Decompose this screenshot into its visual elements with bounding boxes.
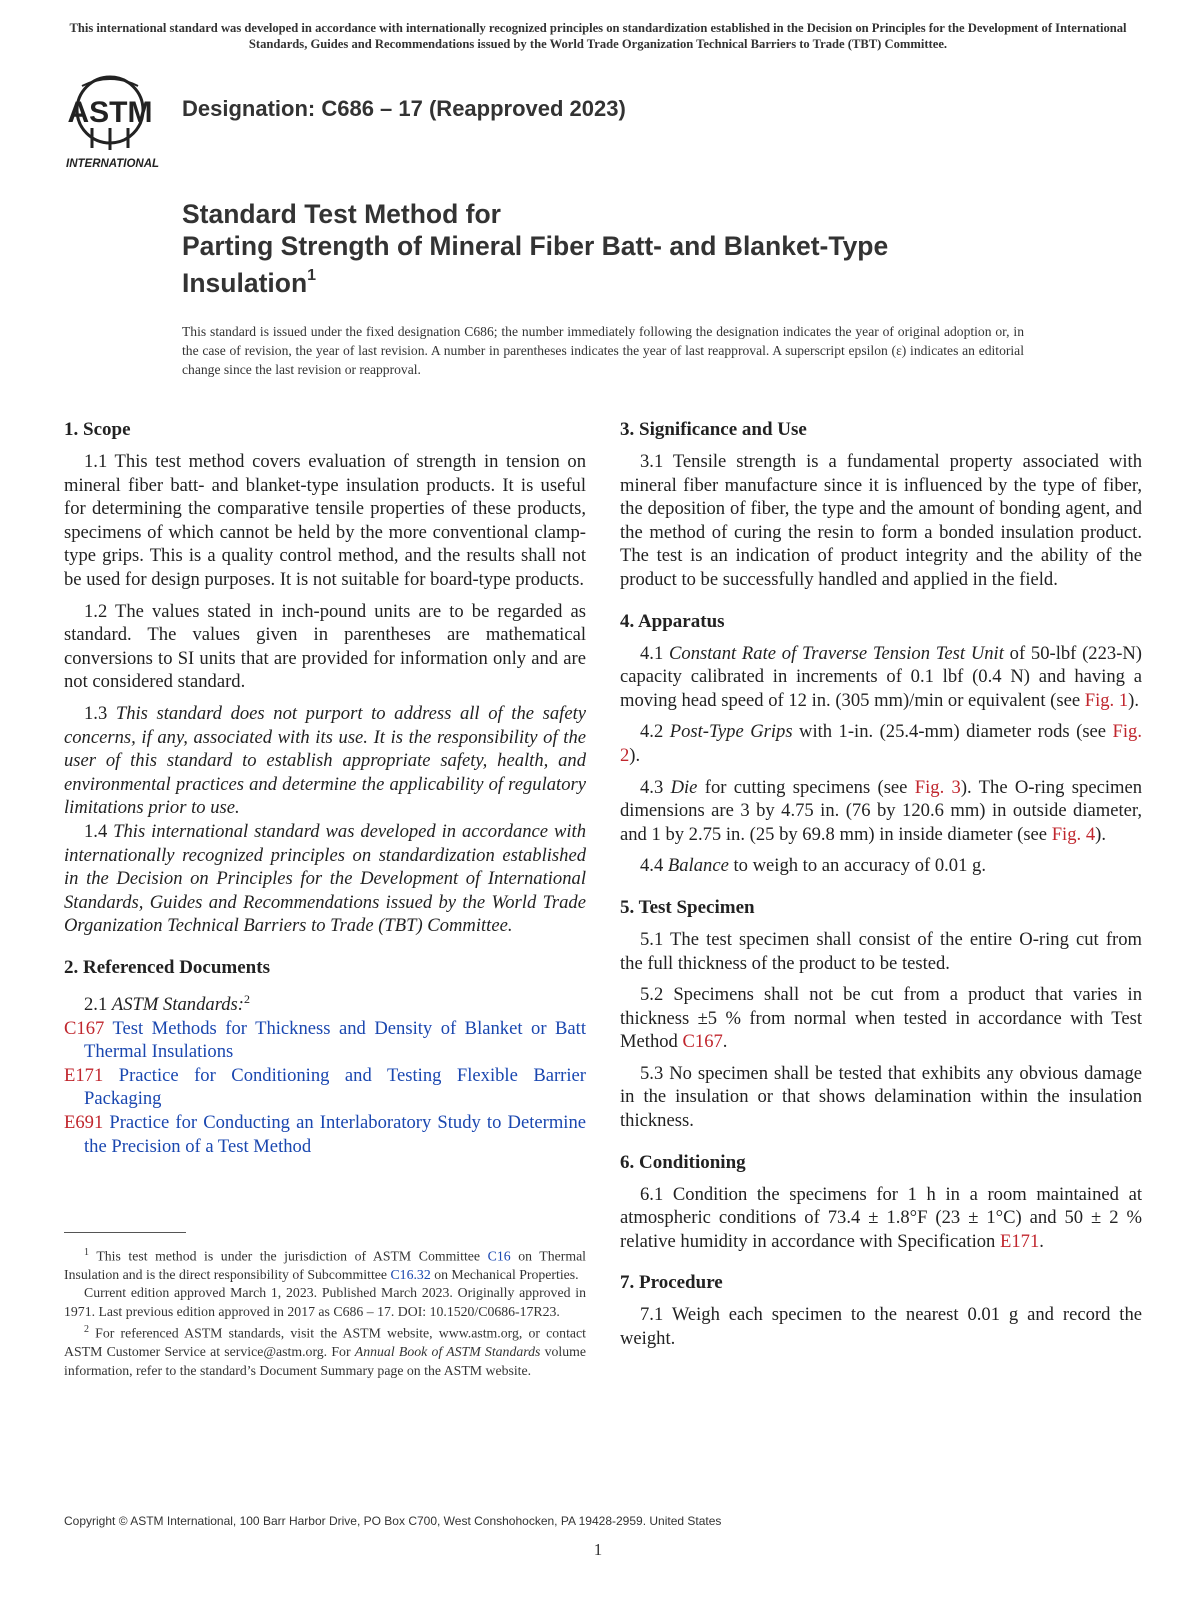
apparatus-4-3-num: 4.3: [640, 776, 664, 798]
apparatus-4-2-num: 4.2: [640, 721, 664, 743]
ref-title-e691[interactable]: Practice for Conducting an Interlaboratory Study to Determine the Precision of a Test Method: [84, 1112, 586, 1157]
footnote-1-text-c: on Mechanical Properties.: [434, 1267, 579, 1282]
scope-1-1: 1.1 This test method covers evaluation of strength in tension on mineral fiber batt- and blanket-type insulation products. It is useful for determining the comparative tensile properties of these products, specimens of which cannot be held by the more conventional clamp-type grips. This is a quality control method, and the results shall not be used for design purposes. It is not suitable for board-type products.: [64, 451, 586, 590]
apparatus-4-2: 4.2 Post-Type Grips with 1-in. (25.4-mm) diameter rods (see Fig. 2).: [620, 721, 1142, 766]
apparatus-4-4-term: Balance: [667, 855, 729, 877]
fig-2-link[interactable]: Fig. 2: [620, 721, 1142, 766]
scope-1-4: [64, 820, 586, 938]
footnote-1-text-b: on Thermal Insulation and is the direct responsibility of Subcommittee: [64, 1248, 587, 1282]
significance-heading: 3. Significance and Use: [620, 419, 807, 440]
right-column: [620, 418, 1142, 1359]
logo-letters: ASTM: [67, 96, 153, 129]
footnote-rule: [64, 1232, 186, 1233]
footnotes: [64, 1244, 586, 1380]
title-line-3-text: Insulation: [182, 267, 308, 298]
specimen-5-3: 5.3 No specimen shall be tested that exhibits any obvious damage in the insulation or that shows delamination within the insulation thickness.: [620, 1062, 1142, 1132]
apparatus-4-1-text: of 50-lbf (223-N) capacity calibrated in increments of 0.1 lbf (0.4 N) and having a moving head speed of 12 in. (305 mm)/min or equivalent (see: [620, 642, 1143, 711]
title-line-3: [182, 262, 1082, 299]
significance-3-1: 3.1 Tensile strength is a fundamental property associated with mineral fiber manufacture since it is influenced by the type of fiber, the deposition of fiber, the type and the amount of bonding agent, and the method of curing the resin to form a bonded insulation product. The test is an indication of product integrity and the ability of the product to be successfully handled and applied in the field.: [620, 451, 1142, 590]
c16-32-link[interactable]: C16.32: [390, 1267, 431, 1282]
apparatus-4-1-num: 4.1: [640, 642, 664, 664]
issued-note: This standard is issued under the fixed designation C686; the number immediately following the designation indicates the year of original adoption or, in the case of revision, the year of last revision. A number in parentheses indicates the year of last reapproval. A superscript epsilon (ε) indicates an editorial change since the last revision or reapproval.: [182, 324, 1024, 377]
page-number: 1: [593, 1540, 603, 1559]
ref-title-c167[interactable]: Test Methods for Thickness and Density of Blanket or Batt Thermal Insulations: [84, 1017, 586, 1063]
footnote-2-italic: Annual Book of ASTM Standards: [354, 1344, 541, 1360]
apparatus-4-1: 4.1 Constant Rate of Traverse Tension Test Unit of 50-lbf (223-N) capacity calibrated in increments of 0.1 lbf (0.4 N) and having a moving head speed of 12 in. (305 mm)/min or equivalent (see Fig. 1).: [620, 642, 1143, 711]
footnote-2-text-b: volume information, refer to the standard’s Document Summary page on the ASTM website.: [64, 1344, 587, 1378]
astm-logo: [62, 72, 172, 170]
apparatus-4-2-text: with 1-in. (25.4-mm) diameter rods (see: [799, 721, 1107, 743]
specimen-5-2: 5.2 Specimens shall not be cut from a product that varies in thickness ±5 % from normal when tested in accordance with Test Method C167.: [620, 984, 1142, 1053]
footnote-1-mark: 1: [84, 1247, 89, 1258]
apparatus-4-4-text: to weigh to an accuracy of 0.01 g.: [733, 855, 986, 877]
footnote-1: [64, 1244, 586, 1284]
ref-item-c167[interactable]: [64, 1017, 586, 1064]
specimen-heading: 5. Test Specimen: [620, 896, 755, 918]
left-column: [64, 418, 586, 1158]
procedure-heading: 7. Procedure: [620, 1272, 723, 1294]
title-footnote-mark: 1: [307, 267, 317, 284]
apparatus-4-2-term: Post-Type Grips: [669, 721, 793, 743]
scope-heading: 1. Scope: [64, 419, 131, 440]
ref-item-e171[interactable]: [64, 1064, 586, 1111]
apparatus-4-4-num: 4.4: [640, 855, 664, 877]
e171-link[interactable]: E171: [1000, 1230, 1040, 1252]
fig-4-link[interactable]: Fig. 4: [1051, 823, 1096, 845]
refs-heading: 2. Referenced Documents: [64, 956, 270, 978]
footnote-2-text-a: For referenced ASTM standards, visit the ASTM website, www.astm.org, or contact ASTM Customer Service at service@astm.org. For: [64, 1325, 586, 1360]
scope-1-3-num: 1.3: [84, 702, 108, 724]
scope-1-4-num: 1.4: [84, 820, 108, 842]
scope-1-4-text: This international standard was developed in accordance with internationally recognized principles on standardization established in the Decision on Principles for the Development of International Standards, Guides and Recommendations issued by the World Trade Organization Technical Barriers to Trade (TBT) Committee.: [64, 820, 586, 937]
apparatus-4-3: 4.3 Die for cutting specimens (see Fig. 3). The O-ring specimen dimensions are 3 by 4.75 in. (76 by 120.6 mm) in outside diameter, and 1 by 2.75 in. (25 by 69.8 mm) in inside diameter (see Fig. 4).: [620, 776, 1142, 845]
document-title: [182, 198, 1082, 299]
specimen-5-2-text: 5.2 Specimens shall not be cut from a product that varies in thickness ±5 % from normal when tested in accordance with Test Method: [620, 984, 1142, 1053]
scope-1-2: 1.2 The values stated in inch-pound units are to be regarded as standard. The values given in parentheses are mathematical conversions to SI units that are provided for information only and are not considered standard.: [64, 600, 586, 693]
apparatus-heading: 4. Apparatus: [620, 610, 725, 632]
procedure-7-1: 7.1 Weigh each specimen to the nearest 0.01 g and record the weight.: [620, 1304, 1142, 1350]
ref-title-e171[interactable]: Practice for Conditioning and Testing Flexible Barrier Packaging: [84, 1064, 586, 1110]
ref-code-e691[interactable]: E691: [64, 1112, 104, 1134]
c167-link[interactable]: C167: [682, 1031, 723, 1053]
scope-1-3-text: This standard does not purport to address all of the safety concerns, if any, associated with its use. It is the responsibility of the user of this standard to establish appropriate safety, health, and environmental practices and determine the applicability of regulatory limitations prior to use.: [64, 702, 586, 819]
conditioning-6-1-text: 6.1 Condition the specimens for 1 h in a room maintained at atmospheric conditions of 73.4 ± 1.8°F (23 ± 1°C) and 50 ± 2 % relative humidity in accordance with Specification: [620, 1183, 1142, 1252]
conditioning-6-1: 6.1 Condition the specimens for 1 h in a room maintained at atmospheric conditions of 73.4 ± 1.8°F (23 ± 1°C) and 50 ± 2 % relative humidity in accordance with Specification E171.: [620, 1183, 1142, 1252]
conditioning-heading: 6. Conditioning: [620, 1151, 746, 1173]
specimen-5-1: 5.1 The test specimen shall consist of the entire O-ring cut from the full thickness of the product to be tested.: [620, 928, 1142, 974]
designation: Designation: C686 – 17 (Reapproved 2023): [182, 96, 626, 121]
refs-2-1-num: 2.1: [84, 994, 108, 1016]
refs-2-1-text: ASTM Standards:: [111, 994, 244, 1016]
footnote-2: [64, 1321, 586, 1380]
title-line-2: Parting Strength of Mineral Fiber Batt- and Blanket-Type: [182, 231, 889, 261]
c16-link[interactable]: C16: [487, 1248, 511, 1264]
ref-code-c167[interactable]: C167: [64, 1017, 105, 1039]
apparatus-4-3-term: Die: [670, 776, 698, 798]
tbt-notice: This international standard was developed in accordance with internationally recognized principles on standardization established in the Decision on Principles for the Development of International Standards, Guides and Recommendations issued by the World Trade Organization Technical Barriers to Trade (TBT) Committee.: [69, 21, 1127, 51]
apparatus-4-1-term: Constant Rate of Traverse Tension Test Unit: [669, 642, 1004, 664]
ref-code-e171[interactable]: E171: [64, 1064, 104, 1086]
apparatus-4-3-text-b: ). The O-ring specimen dimensions are 3 by 4.75 in. (76 by 120.6 mm) in outside diameter, and 1 by 2.75 in. (25 by 69.8 mm) in inside diameter (see: [620, 776, 1142, 845]
fig-1-link[interactable]: Fig. 1: [1084, 689, 1129, 711]
refs-2-1-mark: 2: [243, 991, 250, 1006]
footnote-edition: Current edition approved March 1, 2023. Published March 2023. Originally approved in 1971. Last previous edition approved in 2017 as C686 – 17. DOI: 10.1520/C0686-17R23.: [64, 1285, 586, 1319]
copyright: Copyright © ASTM International, 100 Barr Harbor Drive, PO Box C700, West Conshohocken, PA 19428-2959. United States: [64, 1514, 722, 1528]
refs-2-1: [64, 988, 586, 1017]
ref-item-e691[interactable]: [64, 1111, 586, 1158]
title-line-1: Standard Test Method for: [182, 199, 501, 229]
footnote-2-mark: 2: [84, 1324, 89, 1336]
apparatus-4-4: [620, 854, 1142, 878]
apparatus-4-3-text-a: for cutting specimens (see: [704, 776, 908, 798]
scope-1-3: [64, 702, 586, 820]
logo-international: INTERNATIONAL: [66, 158, 160, 170]
fig-3-link[interactable]: Fig. 3: [914, 776, 961, 798]
footnote-1-text-a: This test method is under the jurisdiction of ASTM Committee: [96, 1248, 481, 1264]
